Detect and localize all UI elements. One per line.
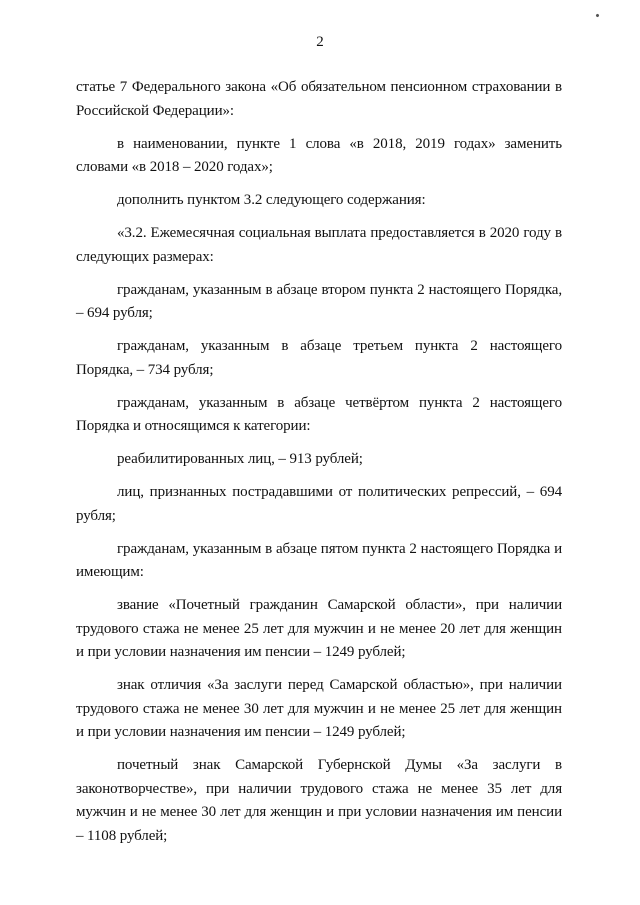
paragraph-9: лиц, признанных пострадавшими от политических репрессий, – 694 рубля; bbox=[76, 484, 562, 524]
document-body bbox=[76, 76, 562, 858]
page-number: 2 bbox=[316, 34, 324, 50]
paragraph-2: в наименовании, пункте 1 слова «в 2018, 2019 годах» заменить словами «в 2018 – 2020 годах»; bbox=[76, 135, 562, 175]
paragraph-5: гражданам, указанным в абзаце втором пункта 2 настоящего Порядка, – 694 рубля; bbox=[76, 281, 562, 321]
paragraph-4: «3.2. Ежемесячная социальная выплата предоставляется в 2020 году в следующих размерах: bbox=[76, 225, 562, 265]
paragraph-6: гражданам, указанным в абзаце третьем пункта 2 настоящего Порядка, – 734 рубля; bbox=[76, 338, 562, 378]
paragraph-10: гражданам, указанным в абзаце пятом пункта 2 настоящего Порядка и имеющим: bbox=[76, 540, 562, 580]
paragraph-1: статье 7 Федерального закона «Об обязательном пенсионном страховании в Российской Федерации»: bbox=[76, 79, 562, 119]
scan-speck bbox=[595, 13, 599, 17]
paragraph-8: реабилитированных лиц, – 913 рублей; bbox=[117, 451, 363, 467]
paragraph-12: знак отличия «За заслуги перед Самарской областью», при наличии трудового стажа не менее 30 лет для мужчин и не менее 25 лет для женщин и при условии назначения им пенсии – 1249 рублей; bbox=[76, 677, 562, 740]
paragraph-11: звание «Почетный гражданин Самарской области», при наличии трудового стажа не менее 25 лет для мужчин и не менее 20 лет для женщин и при условии назначения им пенсии – 1249 рублей; bbox=[76, 597, 562, 660]
paragraph-3: дополнить пунктом 3.2 следующего содержания: bbox=[117, 192, 426, 208]
paragraph-7: гражданам, указанным в абзаце четвёртом пункта 2 настоящего Порядка и относящимся к категории: bbox=[76, 394, 562, 434]
paragraph-13: почетный знак Самарской Губернской Думы «За заслуги в законотворчестве», при наличии трудового стажа не менее 35 лет для мужчин и не менее 30 лет для женщин и при условии назначения им пенсии – 1108 рублей; bbox=[76, 757, 562, 844]
